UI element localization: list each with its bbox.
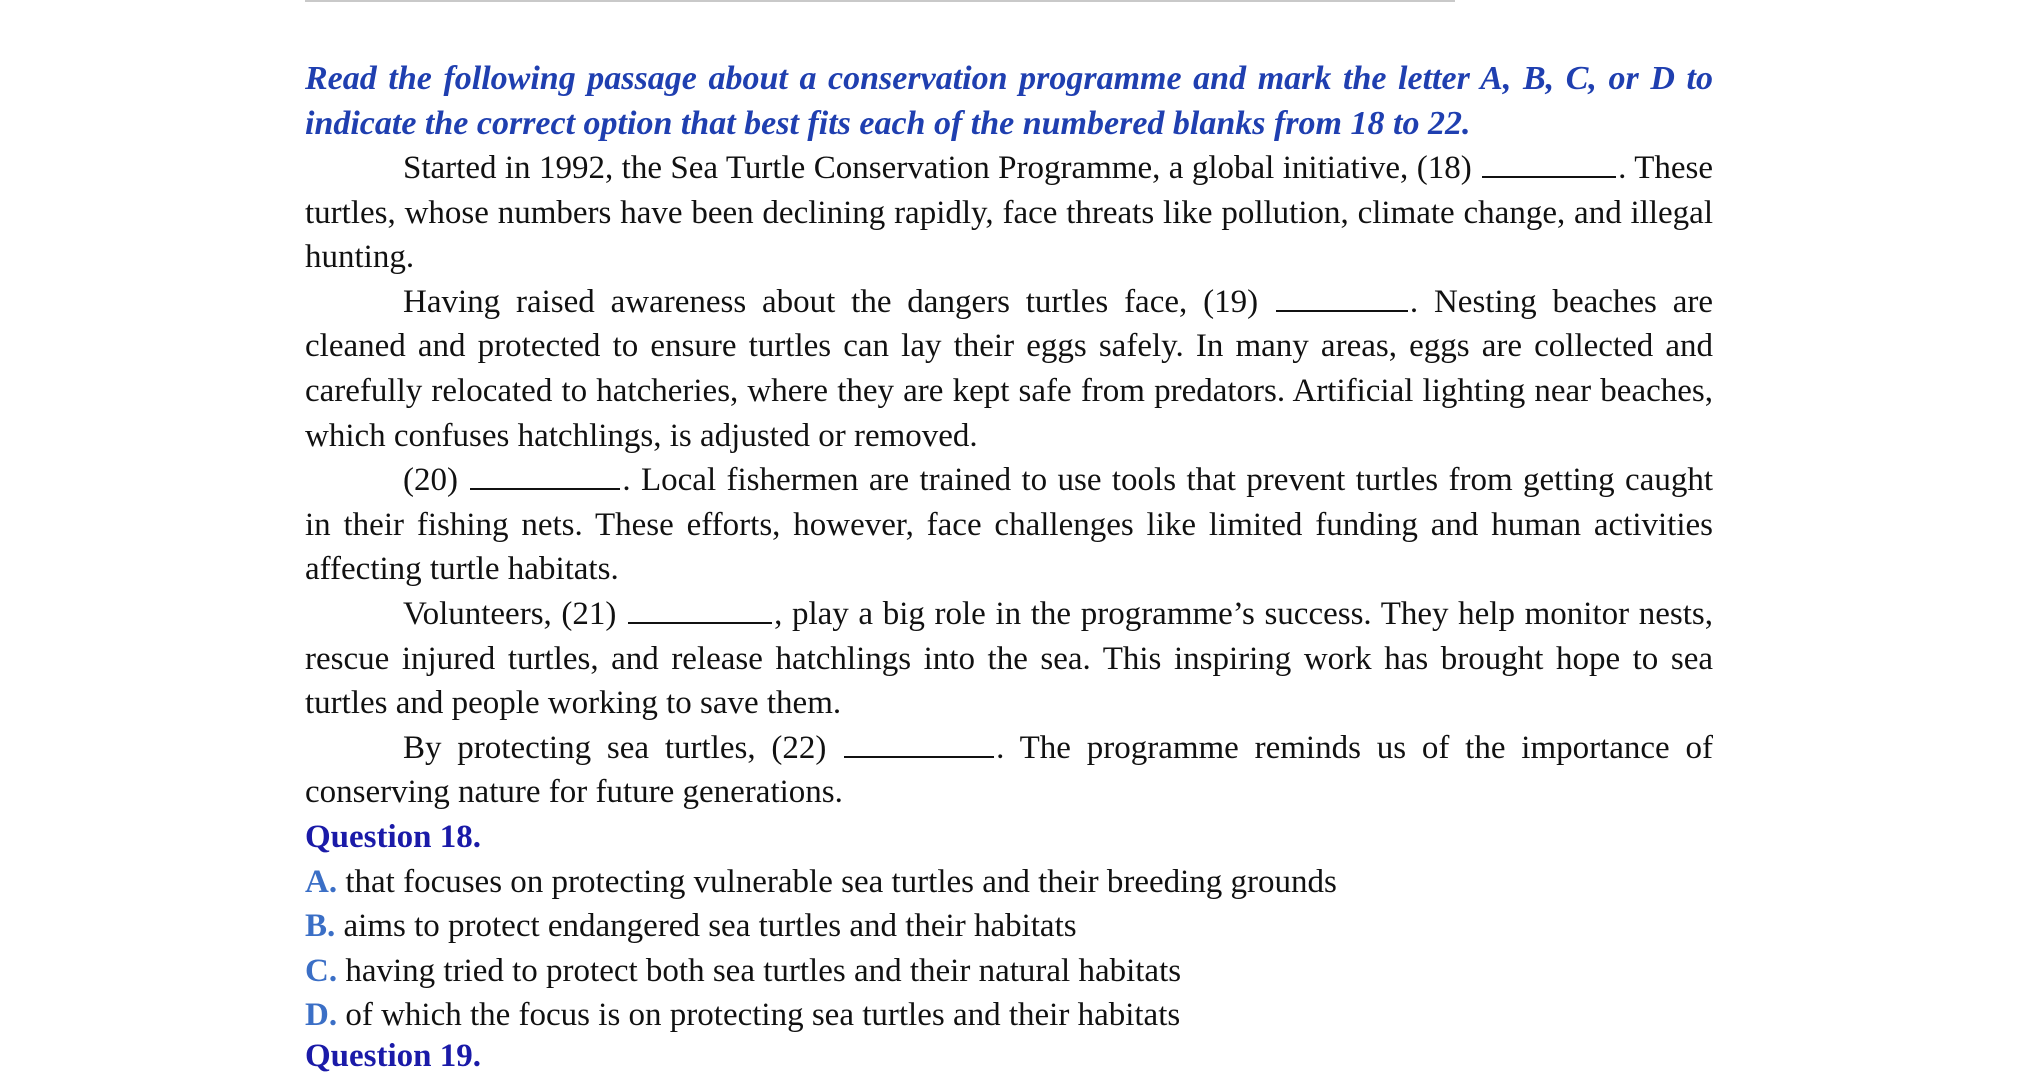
p5-before: By protecting sea turtles, (22) <box>403 729 827 766</box>
p3-before: (20) <box>403 462 458 499</box>
option-a[interactable] <box>305 860 1713 905</box>
passage-paragraph-3 <box>305 458 1713 592</box>
option-a-letter: A. <box>305 863 338 900</box>
option-c-letter: C. <box>305 952 338 989</box>
blank-19 <box>1276 282 1408 312</box>
option-d-text: of which the focus is on protecting sea turtles and their habitats <box>345 997 1181 1034</box>
question-18-title: Question 18. <box>305 818 482 855</box>
p4-after: , play a big role in the programme’s success. They help monitor nests, rescue injured turtles, and release hatchlings into the sea. This inspiring work has brought hope to sea turtles and people working to save them. <box>305 595 1713 722</box>
option-b-letter: B. <box>305 908 336 945</box>
blank-18 <box>1482 148 1616 178</box>
blank-20 <box>470 460 620 490</box>
p1-before: Started in 1992, the Sea Turtle Conservation Programme, a global initiative, (18) <box>403 150 1472 186</box>
option-b[interactable] <box>305 904 1713 949</box>
p5-after: . The programme reminds us of the importance of conserving nature for future generations. <box>305 729 1713 811</box>
instruction-text: Read the following passage about a conservation programme and mark the letter A, B, C, or D to indicate the correct option that best fits each of the numbered blanks from 18 to 22. <box>305 60 1713 142</box>
option-c[interactable] <box>305 949 1713 994</box>
passage-paragraph-1 <box>305 146 1713 280</box>
passage-paragraph-4 <box>305 592 1713 726</box>
p2-after: . Nesting beaches are cleaned and protected to ensure turtles can lay their eggs safely. In many areas, eggs are collected and carefully relocated to hatcheries, where they are kept safe from predators. Artificial lighting near beaches, which confuses hatchlings, is adjusted or removed. <box>305 283 1713 454</box>
option-d[interactable] <box>305 993 1713 1038</box>
top-rule <box>305 0 1455 2</box>
blank-22 <box>844 728 994 758</box>
blank-21 <box>628 594 772 624</box>
question-19-title: Question 19. <box>305 1038 482 1074</box>
exercise-page <box>305 56 1713 1038</box>
option-d-letter: D. <box>305 997 338 1034</box>
option-c-text: having tried to protect both sea turtles and their natural habitats <box>345 952 1182 989</box>
p4-before: Volunteers, (21) <box>403 595 617 632</box>
passage-paragraph-2 <box>305 280 1713 458</box>
passage-paragraph-5 <box>305 726 1713 815</box>
p2-before: Having raised awareness about the dangers turtles face, (19) <box>403 283 1259 320</box>
option-b-text: aims to protect endangered sea turtles and their habitats <box>343 908 1077 945</box>
p3-after: . Local fishermen are trained to use tools that prevent turtles from getting caught in their fishing nets. These efforts, however, face challenges like limited funding and human activities affecting turtle habitats. <box>305 462 1714 588</box>
p1-after: . These turtles, whose numbers have been declining rapidly, face threats like pollution, climate change, and illegal hunting. <box>305 150 1714 276</box>
option-a-text: that focuses on protecting vulnerable sea turtles and their breeding grounds <box>345 863 1337 900</box>
